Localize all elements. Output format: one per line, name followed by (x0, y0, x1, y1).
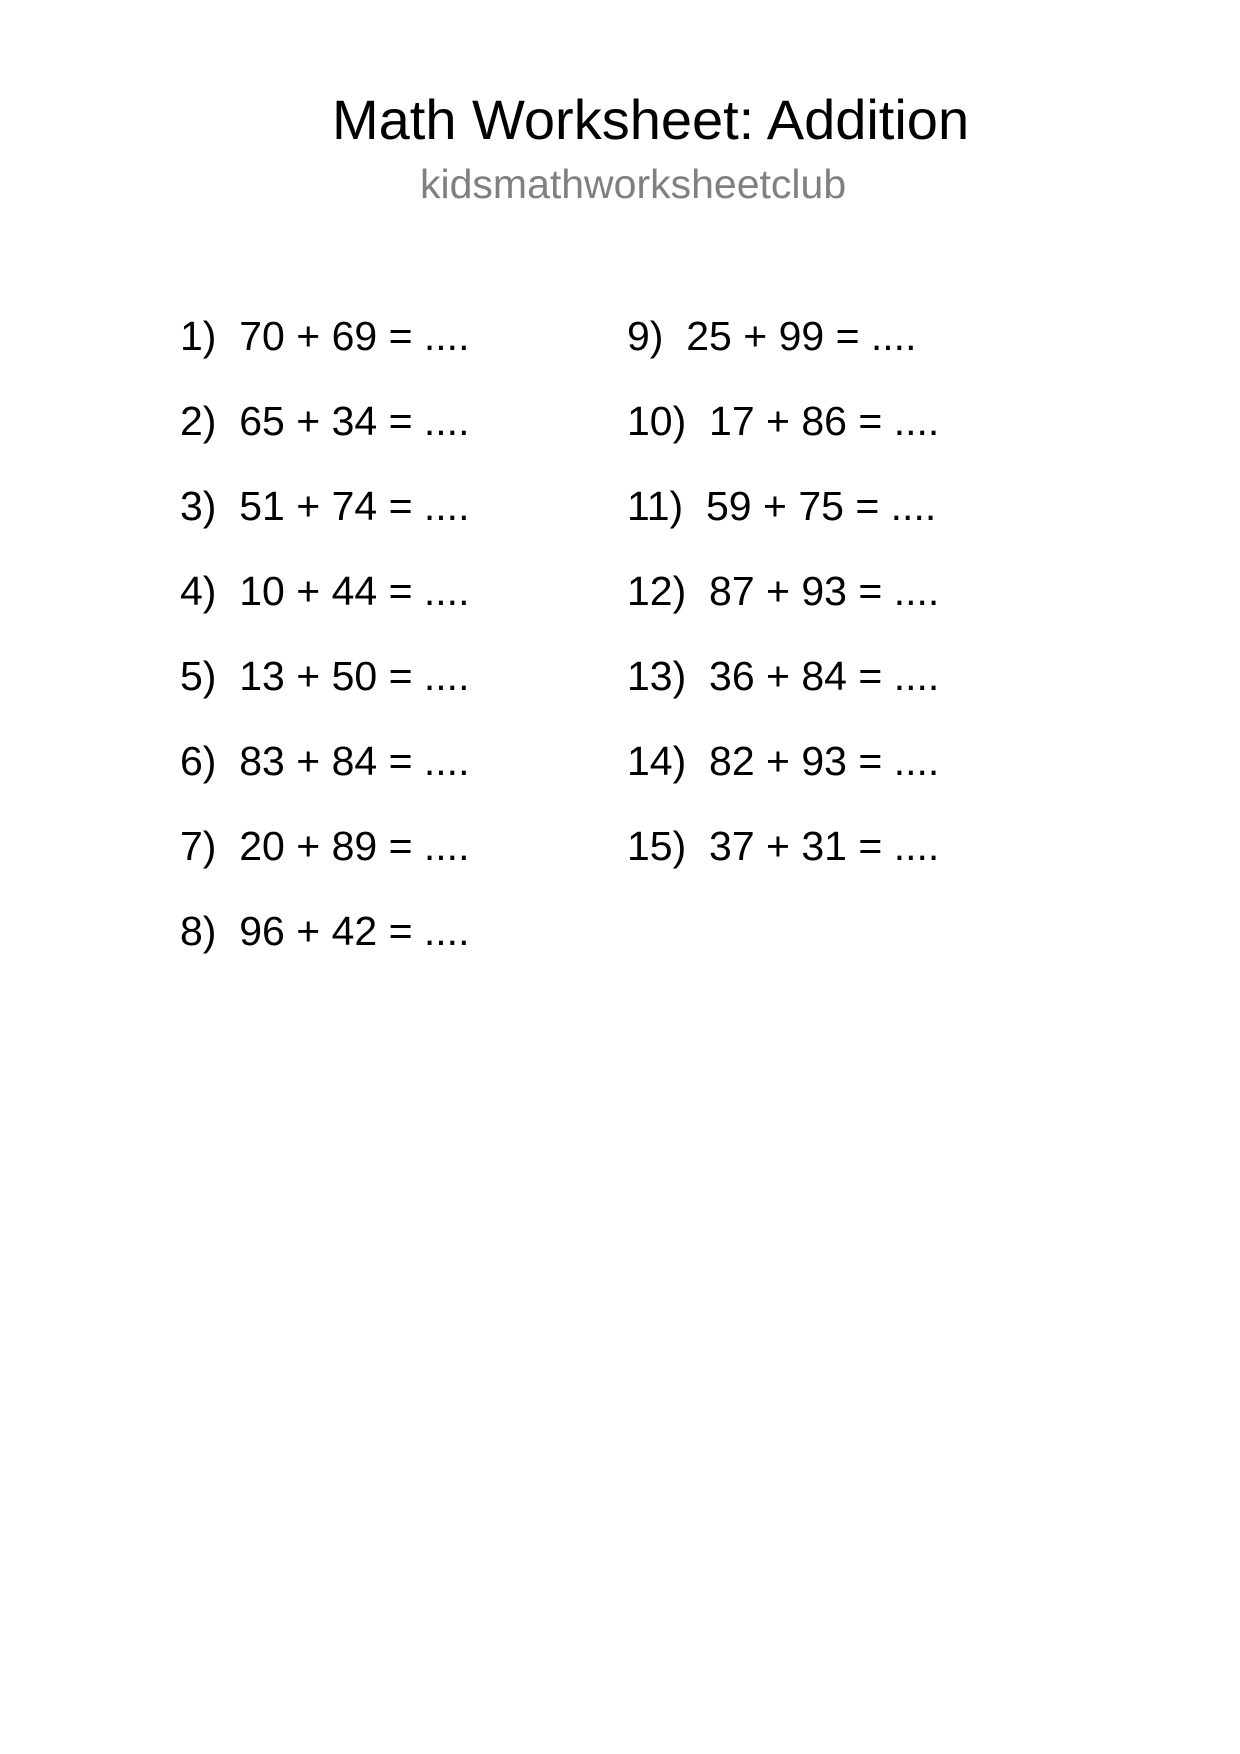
problem-1: 1) 70 + 69 = .... (180, 313, 470, 359)
problem-6: 6) 83 + 84 = .... (180, 738, 470, 784)
problem-8: 8) 96 + 42 = .... (180, 908, 470, 954)
problem-7: 7) 20 + 89 = .... (180, 823, 470, 869)
page-subtitle: kidsmathworksheetclub (420, 161, 847, 207)
problem-9: 9) 25 + 99 = .... (627, 313, 917, 359)
problem-10: 10) 17 + 86 = .... (627, 398, 940, 444)
problem-11: 11) 59 + 75 = .... (627, 483, 937, 529)
problem-5: 5) 13 + 50 = .... (180, 653, 470, 699)
problem-2: 2) 65 + 34 = .... (180, 398, 470, 444)
problem-4: 4) 10 + 44 = .... (180, 568, 470, 614)
problem-14: 14) 82 + 93 = .... (627, 738, 940, 784)
problem-12: 12) 87 + 93 = .... (627, 568, 940, 614)
page-title: Math Worksheet: Addition (332, 88, 970, 151)
problem-13: 13) 36 + 84 = .... (627, 653, 940, 699)
problem-15: 15) 37 + 31 = .... (627, 823, 940, 869)
problem-3: 3) 51 + 74 = .... (180, 483, 470, 529)
